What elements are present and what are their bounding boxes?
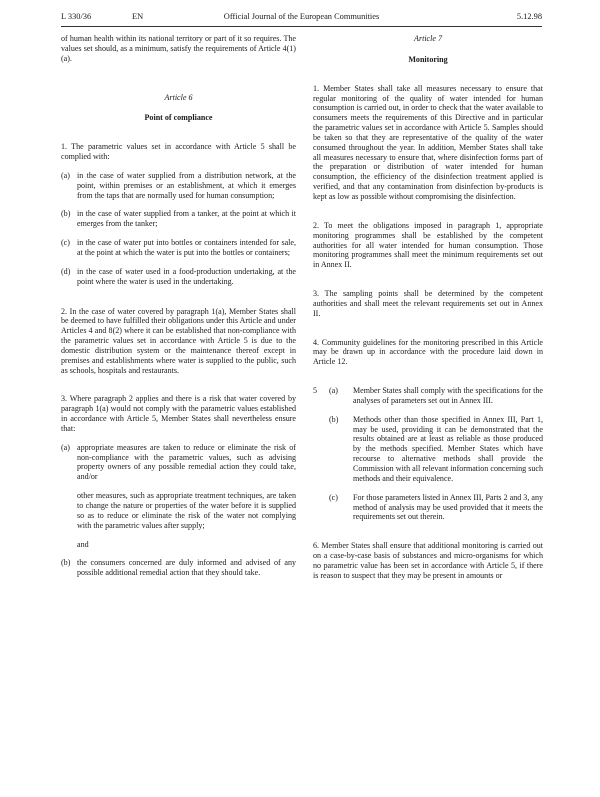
a6-p1-item-b [61, 209, 296, 229]
item-text: in the case of water supplied from a distribution network, at the point, within premises or an establishment, at which it emerges from the taps that are normally used for human consumption; [77, 170, 296, 200]
item-text: For those parameters listed in Annex III, Parts 2 and 3, any method of analysis may be used provided that it meets the requirements set out therein. [353, 492, 543, 522]
item-label: (b) [329, 414, 339, 424]
item-label: (d) [61, 266, 71, 276]
a6-p1-item-c [61, 238, 296, 258]
a7-p5-item-a [313, 386, 543, 406]
article-7-title: Monitoring [408, 54, 448, 64]
a6-paragraph-3: 3. Where paragraph 2 applies and there is a risk that water covered by paragraph 1(a) would not comply with the parametric values established in accordance with Article 5, Member States shall nevertheless ensure that: [61, 394, 296, 433]
right-column [313, 34, 543, 581]
a7-paragraph-4: 4. Community guidelines for the monitoring prescribed in this Article may be drawn up in accordance with the procedure laid down in Article 12. [313, 337, 543, 367]
item-label: (a) [61, 442, 70, 452]
a7-paragraph-1: 1. Member States shall take all measures necessary to ensure that regular monitoring of the quality of water intended for human consumption is carried out, in order to check that the water available to consumers meets the requirements of this Directive and in particular the parametric values set in accordance with Article 5. Samples should be taken so that they are representative of the quality of the water consumed throughout the year. In addition, Member States shall take all measures necessary to ensure that, where disinfection forms part of the preparation or distribution of water intended for human consumption, the efficiency of the disinfection treatment applied is verified, and that any contamination from disinfection by-products is kept as low as possible without compromising the disinfection. [313, 83, 543, 201]
item-text: in the case of water put into bottles or containers intended for sale, at the point at which the water is put into the bottles or containers; [77, 238, 296, 257]
a7-paragraph-2: 2. To meet the obligations imposed in paragraph 1, appropriate monitoring programmes shall be established by the competent authorities for all water intended for human consumption. Those monitoring programmes shall meet the minimum requirements set out in Annex II. [313, 220, 543, 270]
item-label: (c) [329, 492, 338, 502]
item-label: (b) [61, 558, 71, 568]
a7-p5-item-b [313, 415, 543, 484]
item-label: (b) [61, 209, 71, 219]
article-6-title: Point of compliance [144, 113, 213, 123]
item-text-other-measures: other measures, such as appropriate treatment techniques, are taken to change the nature or properties of the water before it is supplied so as to reduce or eliminate the risk of the water not complying with the parametric values after supply; [77, 491, 296, 530]
item-conjunction: and [77, 539, 89, 549]
a6-p1-item-d [61, 267, 296, 287]
a7-paragraph-3: 3. The sampling points shall be determined by the competent authorities and shall meet the relevant requirements set out in Annex II. [313, 289, 543, 318]
left-column [61, 34, 296, 578]
publication-date: 5.12.98 [516, 12, 542, 21]
a6-paragraph-2: 2. In the case of water covered by paragraph 1(a), Member States shall be deemed to have fulfilled their obligations under this Article and under Articles 4 and 8(2) where it can be established that non-compliance with the parametric values set in accordance with Article 5 is due to the domestic distribution system or the maintenance thereof except in premises and establishments where water is supplied to the public, such as schools, hospitals and restaurants. [61, 306, 296, 375]
page-header [61, 12, 542, 26]
paragraph-number: 5 [313, 386, 318, 396]
header-rule [61, 26, 542, 27]
language-code: EN [132, 12, 144, 21]
a6-p1-item-a [61, 171, 296, 201]
a6-p3-item-b [61, 558, 296, 578]
item-text: in the case of water supplied from a tanker, at the point at which it emerges from the tanker; [77, 209, 296, 229]
item-text: the consumers concerned are duly informed and advised of any possible additional remedial action that they should take. [77, 558, 296, 578]
a6-paragraph-1: 1. The parametric values set in accordance with Article 5 shall be complied with: [61, 142, 296, 162]
article-6-label: Article 6 [164, 92, 193, 102]
item-text: Member States shall comply with the specifications for the analyses of parameters set out in Annex III. [353, 386, 543, 405]
item-label: (a) [329, 386, 338, 396]
continuation-paragraph: of human health within its national territory or part of it so requires. The values set should, as a minimum, satisfy the requirements of Article 4(1)(a). [61, 34, 296, 63]
item-text: appropriate measures are taken to reduce or eliminate the risk of non-compliance with the parametric values, such as advising property owners of any possible remedial action they could take, and/or [77, 442, 296, 482]
item-label: (c) [61, 238, 70, 248]
a7-p5-item-c [313, 493, 543, 523]
a7-paragraph-6: 6. Member States shall ensure that additional monitoring is carried out on a case-by-case basis of substances and micro-organisms for which no parametric value has been set in accordance with Article 5, if there is reason to suspect that they may be present in amounts or [313, 541, 543, 580]
journal-title: Official Journal of the European Communities [223, 12, 380, 21]
page-reference: L 330/36 [61, 12, 92, 21]
article-7-label: Article 7 [414, 34, 442, 43]
item-label: (a) [61, 170, 70, 180]
item-text: Methods other than those specified in Annex III, Part 1, may be used, providing it can be demonstrated that the results obtained are at least as reliable as those produced by the methods specified. Member States which have recourse to alternative methods shall provide the Commission with all relevant information concerning such methods and their equivalence. [353, 414, 543, 483]
a6-p3-item-a [61, 443, 296, 550]
item-text: in the case of water used in a food-production undertaking, at the point where the water is used in the undertaking. [77, 266, 296, 286]
